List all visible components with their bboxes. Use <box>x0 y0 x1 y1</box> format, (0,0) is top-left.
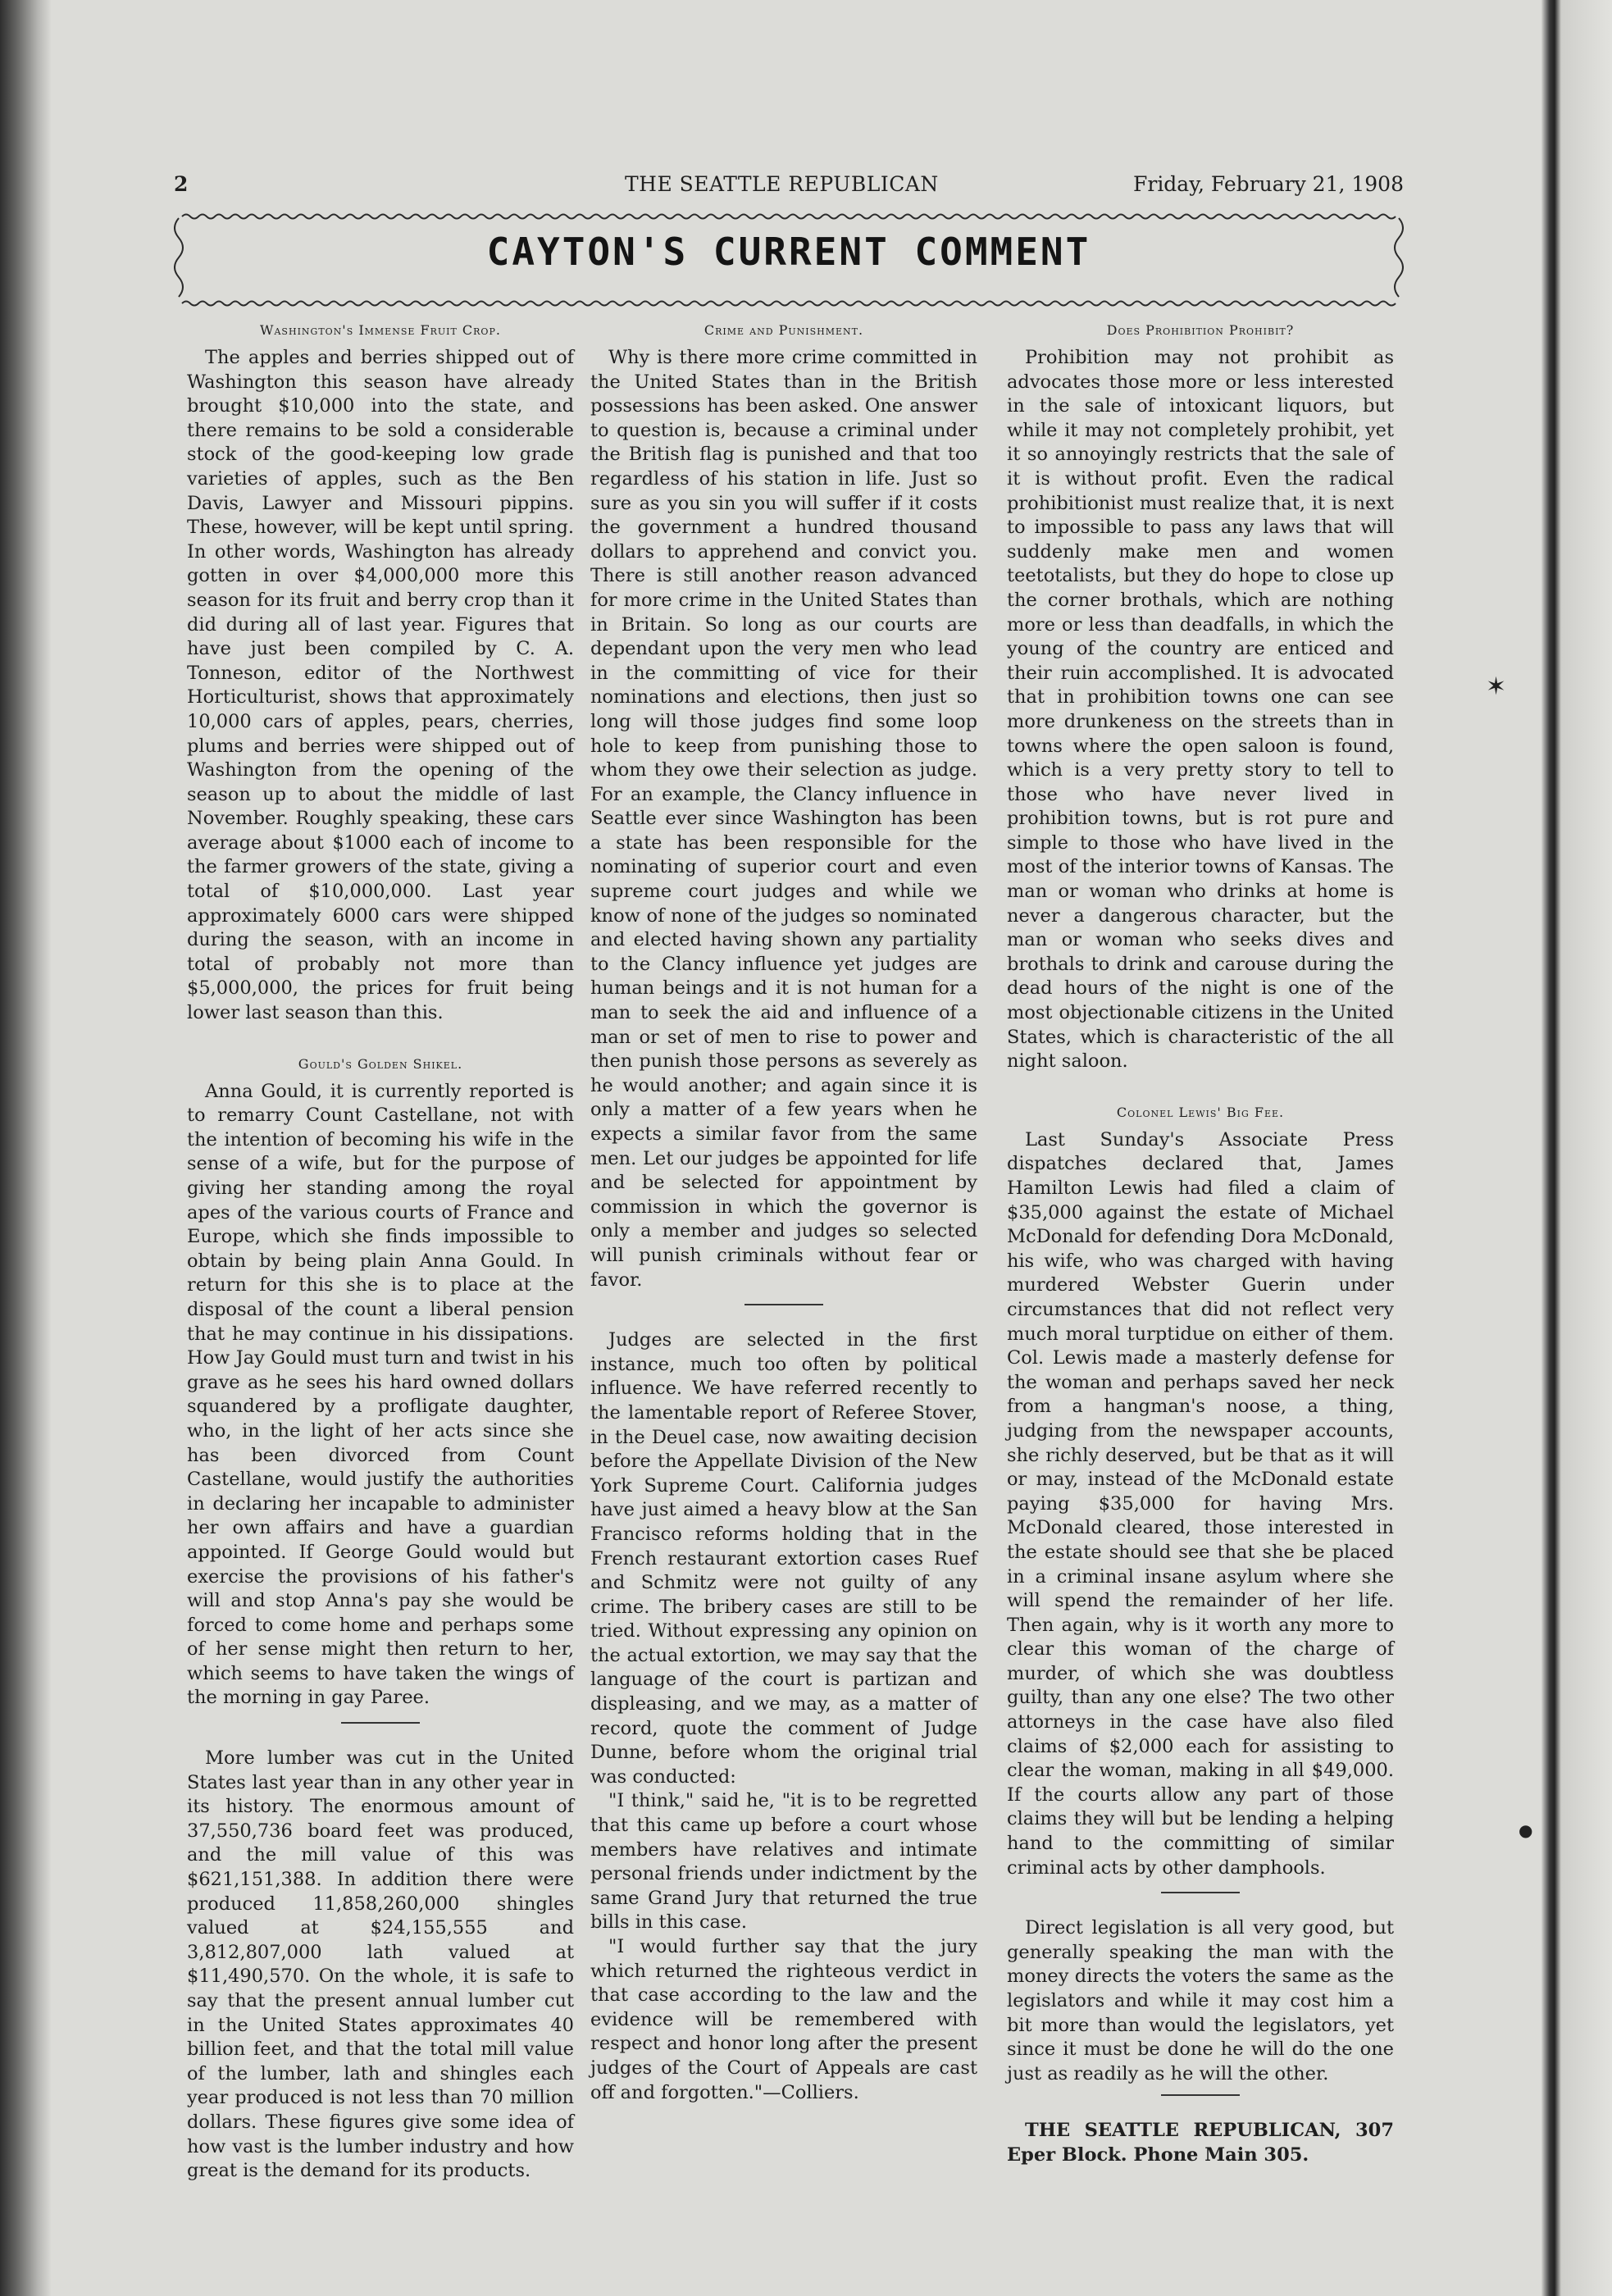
column-banner <box>174 207 1404 313</box>
section-divider <box>1161 2094 1240 2096</box>
article-fruit-crop: The apples and berries shipped out of Washington this season have already brought $10,000 into the state, and there remains to be sold a considerable stock of the good-keeping low grade varieties of apples, such as the Ben Davis, Lawyer and Missouri pippins. These, however, will be kept until spring. In other words, Washington has already gotten in over $4,000,000 more this season for its fruit and berry crop than it did during all of last year. Figures that have just been compiled by C. A. Tonneson, editor of the Northwest Horticulturist, shows that approximately 10,000 cars of apples, pears, cherries, plums and berries were shipped out of Washington from the opening of the season up to about the middle of last November. Roughly speaking, these cars average about $1000 each of income to the farmer growers of the state, giving a total of $10,000,000. Last year approximately 6000 cars were shipped during the season, with an income in total of probably not more than $5,000,000, the prices for fruit being lower last season than this. <box>187 347 574 1024</box>
article-crime-and-punishment: Why is there more crime committed in the United States than in the British possessions has been asked. One answer to question is, because a criminal under the British flag is punished and that too regardless of his station in life. Just so sure as you sin you will suffer if it costs the government a hundred thousand dollars to apprehend and convict you. There is still another reason advanced for more crime in the United States than in Britain. So long as our courts are dependant upon the very men who lead in the committing of vice for their nominations and elections, then just so long will those judges find some loop hole to keep from punishing those to whom they owe their selection as judge. For an example, the Clancy influence in Seattle ever since Washington has been a state has been responsible for the nominating of superior court and even supreme court judges and while we know of none of the judges so nominated and elected having shown any partiality to the Clancy influence yet judges are human beings and it is not human for a man to seek the aid and influence of a man or set of men to rise to power and then punish those persons as severely as he would another; and again since it is only a matter of a few years when he expects a similar favor from the same men. Let our judges be appointed for life and be selected for appointment by commission in which the governor is only a member and judges so selected will punish criminals without fear or favor. <box>590 347 977 1291</box>
headline-fruit-crop: Washington's Immense Fruit Crop. <box>260 322 501 338</box>
page-header <box>174 169 1404 202</box>
headline-goulds-golden-shikel: Gould's Golden Shikel. <box>298 1055 463 1072</box>
column-1 <box>187 321 574 2184</box>
quote-judge-dunne-2: "I would further say that the jury which returned the righteous verdict in that case according to the law and the evidence will be remembered with respect and honor long after the present judges of the Court of Appeals are cast off and forgotten."—Colliers. <box>590 1936 977 2103</box>
paper-name: THE SEATTLE REPUBLICAN <box>625 172 939 196</box>
article-direct-legislation: Direct legislation is all very good, but generally speaking the man with the money directs the voters the same as the legislators and while it may cost him a bit more than would the legislators, yet since it must be done he will do the one just as readily as he will the other. <box>1007 1917 1394 2084</box>
ink-blot-mark: ✶ <box>1486 672 1507 701</box>
publisher-address: THE SEATTLE REPUBLICAN, 307 Eper Block. Phone Main 305. <box>1007 2120 1394 2166</box>
banner-title: CAYTON'S CURRENT COMMENT <box>486 230 1091 274</box>
section-divider <box>745 1304 823 1305</box>
ink-dot-mark: ● <box>1519 1820 1533 1840</box>
article-colonel-lewis: Last Sunday's Associate Press dispatches declared that, James Hamilton Lewis had filed a claim of $35,000 against the estate of Michael McDonald for defending Dora McDonald, his wife, who was charged with having murdered Webster Guerin under circumstances that did not reflect very much moral turptidue on either of them. Col. Lewis made a masterly defense for the woman and perhaps saved her neck from a hangman's noose, a thing, judging from the newspaper accounts, she richly deserved, but be that as it will or may, instead of the McDonald estate paying $35,000 for having Mrs. McDonald cleared, those interested in the estate should see that she be placed in a criminal insane asylum where she will spend the remainder of her life. Then again, why is it worth any more to clear this woman of the charge of murder, of which she was doubtless guilty, than any one else? The two other attorneys in the case have also filed claims of $2,000 each for assisting to clear the woman, making in all $49,000. If the courts allow any part of those claims they will but be lending a helping hand to the committing of similar criminal acts by other damphools. <box>1007 1128 1394 1879</box>
headline-does-prohibition-prohibit: Does Prohibition Prohibit? <box>1106 322 1295 338</box>
page-number: 2 <box>174 172 189 196</box>
page-binding-edge <box>0 0 51 2296</box>
section-divider <box>341 1722 420 1724</box>
adjacent-page-fold <box>1541 0 1612 2296</box>
section-divider <box>1161 1892 1240 1893</box>
column-3 <box>1007 321 1394 2168</box>
headline-crime-and-punishment: Crime and Punishment. <box>704 322 864 338</box>
issue-date: Friday, February 21, 1908 <box>1133 172 1404 196</box>
article-goulds-golden-shikel: Anna Gould, it is currently reported is to remarry Count Castellane, not with the intention of becoming his wife in the sense of a wife, but for the purpose of giving her standing among the royal apes of the various courts of France and Europe, which she finds impossible to obtain by being plain Anna Gould. In return for this she is to place at the disposal of the count a liberal pension that he may continue in his dissipations. How Jay Gould must turn and twist in his grave as he sees his hard owned dollars squandered by a profligate daughter, who, in the light of her acts since she has been divorced from Count Castellane, would justify the authorities in declaring her incapable to administer her own affairs and have a guardian appointed. If George Gould would but exercise the provisions of his father's will and stop Anna's pay she would be forced to come home and perhaps some of her sense might then return to her, which seems to have taken the wings of the morning in gay Paree. <box>187 1080 574 1709</box>
headline-colonel-lewis-big-fee: Colonel Lewis' Big Fee. <box>1116 1104 1285 1120</box>
article-lumber-cut: More lumber was cut in the United States last year than in any other year in its history. The enormous amount of 37,550,736 board feet was produced, and the mill value of this was $621,151,388. In addition there were produced 11,858,260,000 shingles valued at $24,155,555 and 3,812,807,000 lath valued at $11,490,570. On the whole, it is safe to say that the present annual lumber cut in the United States approximates 40 billion feet, and that the total mill value of the lumber, lath and shingles each year produced is not less than 70 million dollars. These figures give some idea of how vast is the lumber industry and how great is the demand for its products. <box>187 1747 574 2182</box>
quote-judge-dunne-1: "I think," said he, "it is to be regretted that this came up before a court whose members have relatives and intimate personal friends under indictment by the same Grand Jury that returned the true bills in this case. <box>590 1790 977 1934</box>
article-prohibition: Prohibition may not prohibit as advocates those more or less interested in the sale of intoxicant liquors, but while it may not completely prohibit, yet it so annoyingly restricts that the sale of it is without profit. Even the radical prohibitionist must realize that, it is next to impossible to pass any laws that will suddenly make men and women teetotalists, but they do hope to close up the corner brothals, which are nothing more or less than deadfalls, in which the young of the country are enticed and their ruin accomplished. It is advocated that in prohibition towns one can see more drunkeness on the streets than in towns where the open saloon is found, which is a very pretty story to tell to those who have never lived in prohibition towns, but is rot pure and simple to those who have lived in the most of the interior towns of Kansas. The man or woman who drinks at home is never a dangerous character, but the man or woman who seeks dives and brothals to drink and carouse during the dead hours of the night is one of the most objectionable citizens in the United States, which is characteristic of the all night saloon. <box>1007 347 1394 1073</box>
column-2 <box>590 321 977 2105</box>
article-judges-selected: Judges are selected in the first instance, much too often by political influence. We have referred recently to the lamentable report of Referee Stover, in the Deuel case, now awaiting decision before the Appellate Division of the New York Supreme Court. California judges have just aimed a heavy blow at the San Francisco reforms holding that in the French restaurant extortion cases Ruef and Schmitz were not guilty of any crime. The bribery cases are still to be tried. Without expressing any opinion on the actual extortion, we may say that the language of the court is partizan and displeasing, and we may, as a matter of record, quote the comment of Judge Dunne, before whom the original trial was conducted: <box>590 1329 977 1788</box>
